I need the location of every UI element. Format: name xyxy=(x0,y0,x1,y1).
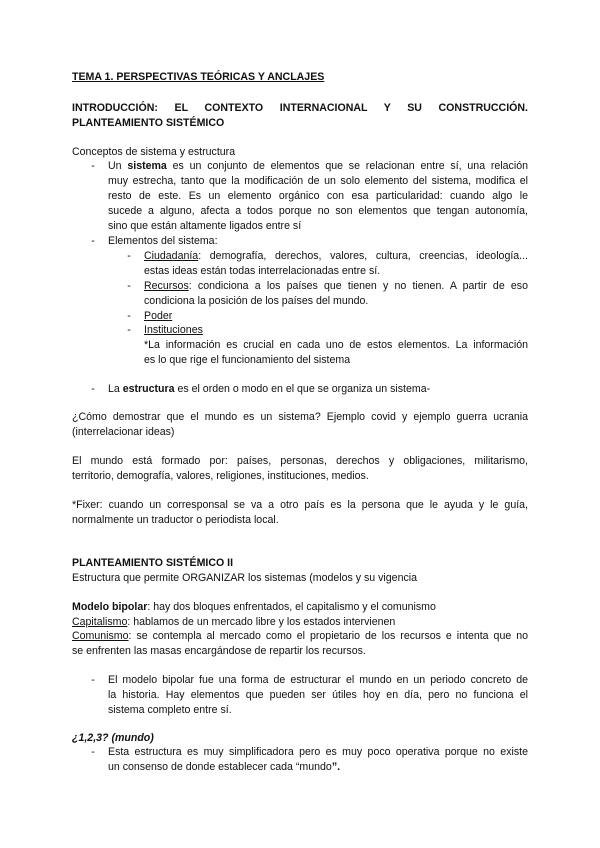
bullet-dash: - xyxy=(91,160,95,172)
ciudadania-line2: estas ideas están todas interrelacionadas entre sí. xyxy=(144,265,381,277)
bullet-dash: - xyxy=(91,383,95,395)
recursos-line1: Recursos: condiciona a los países que tienen y no tienen. A partir de eso xyxy=(144,280,528,292)
comunismo-line1: Comunismo: se contempla al mercado como el propietario de los recursos e intenta que no xyxy=(72,630,528,642)
sistema-line4: sucede a alguno, afecta a todos porque no son elementos que tengan autonomía, xyxy=(108,205,528,217)
mundos-line2: un consenso de donde establecer cada “mundo”. xyxy=(108,761,341,773)
fixer-line2: normalmente un traductor o periodista local. xyxy=(72,514,279,526)
bipolar-bullet-line2: la historia. Hay elementos que pueden ser útiles hoy en día, pero no funciona el xyxy=(108,689,528,701)
intro-heading-line1: INTRODUCCIÓN: EL CONTEXTO INTERNACIONAL Y SU CONSTRUCCIÓN. xyxy=(72,102,528,114)
bullet-dash: - xyxy=(127,310,131,322)
mundo-line1: El mundo está formado por: países, personas, derechos y obligaciones, militarismo, xyxy=(72,455,528,467)
bullet-dash: - xyxy=(91,235,95,247)
sistema-line3: resto de este. Es un elemento orgánico con esa particularidad: cuando algo le xyxy=(108,190,528,202)
estructura-term: estructura xyxy=(122,383,175,395)
mundos-heading: ¿1,2,3? (mundo) xyxy=(72,732,154,744)
fixer-line1: *Fixer: cuando un corresponsal se va a otro país es la persona que le ayuda y le guía, xyxy=(72,499,528,511)
capitalismo-line: Capitalismo: hablamos de un mercado libre y los estados intervienen xyxy=(72,616,396,628)
sistemico2-heading: PLANTEAMIENTO SISTÉMICO II xyxy=(72,557,234,569)
bipolar-term: Modelo bipolar xyxy=(72,601,148,613)
bullet-dash: - xyxy=(91,746,95,758)
pregunta-line2: (interrelacionar ideas) xyxy=(72,426,175,438)
mundos-line1: Esta estructura es muy simplificadora pero es muy poco operativa porque no existe xyxy=(108,746,528,758)
intro-heading-line2: PLANTEAMIENTO SISTÉMICO xyxy=(72,117,225,129)
comunismo-term: Comunismo xyxy=(72,630,129,642)
bipolar-bullet-line1: El modelo bipolar fue una forma de estructurar el mundo en un periodo concreto de xyxy=(108,674,528,686)
ciudadania-line1: Ciudadanía: demografía, derechos, valores, cultura, creencias, ideología... xyxy=(144,250,528,262)
bullet-dash: - xyxy=(91,674,95,686)
recursos-line2: condiciona la posición de los países del mundo. xyxy=(144,295,369,307)
pregunta-line1: ¿Cómo demostrar que el mundo es un sistema? Ejemplo covid y ejemplo guerra ucrania xyxy=(72,411,528,423)
comunismo-line2: se enfrenten las masas encargándose de repartir los recursos. xyxy=(72,645,366,657)
ciudadania-term: Ciudadanía xyxy=(144,250,199,262)
instituciones-line2: es lo que rige el funcionamiento del sistema xyxy=(144,354,351,366)
instituciones-line1: *La información es crucial en cada uno de estos elementos. La información xyxy=(144,339,528,351)
bullet-dash: - xyxy=(127,250,131,262)
capitalismo-term: Capitalismo xyxy=(72,616,128,628)
poder-term: Poder xyxy=(144,310,173,322)
estructura-line: La estructura es el orden o modo en el que se organiza un sistema- xyxy=(108,383,431,395)
conceptos-label: Conceptos de sistema y estructura xyxy=(72,146,236,158)
bipolar-bullet-line3: sistema completo entre sí. xyxy=(108,704,232,716)
instituciones-term: Instituciones xyxy=(144,324,203,336)
sistemico2-subtitle: Estructura que permite ORGANIZAR los sistemas (modelos y su vigencia xyxy=(72,572,418,584)
bipolar-line: Modelo bipolar: hay dos bloques enfrentados, el capitalismo y el comunismo xyxy=(72,601,436,613)
bullet-dash: - xyxy=(127,280,131,292)
bullet-dash: - xyxy=(127,324,131,336)
page-title: TEMA 1. PERSPECTIVAS TEÓRICAS Y ANCLAJES xyxy=(72,71,325,83)
mundo-line2: territorio, demografía, valores, religiones, instituciones, medios. xyxy=(72,470,369,482)
sistema-line5: sino que están altamente ligados entre sí xyxy=(108,220,302,232)
recursos-term: Recursos xyxy=(144,280,189,292)
sistema-line2: muy estrecha, tanto que la modificación de un solo elemento del sistema, modifica el xyxy=(108,175,528,187)
elementos-label: Elementos del sistema: xyxy=(108,235,218,247)
sistema-term: sistema xyxy=(127,160,167,172)
sistema-line1: Un sistema es un conjunto de elementos que se relacionan entre sí, una relación xyxy=(108,160,528,172)
